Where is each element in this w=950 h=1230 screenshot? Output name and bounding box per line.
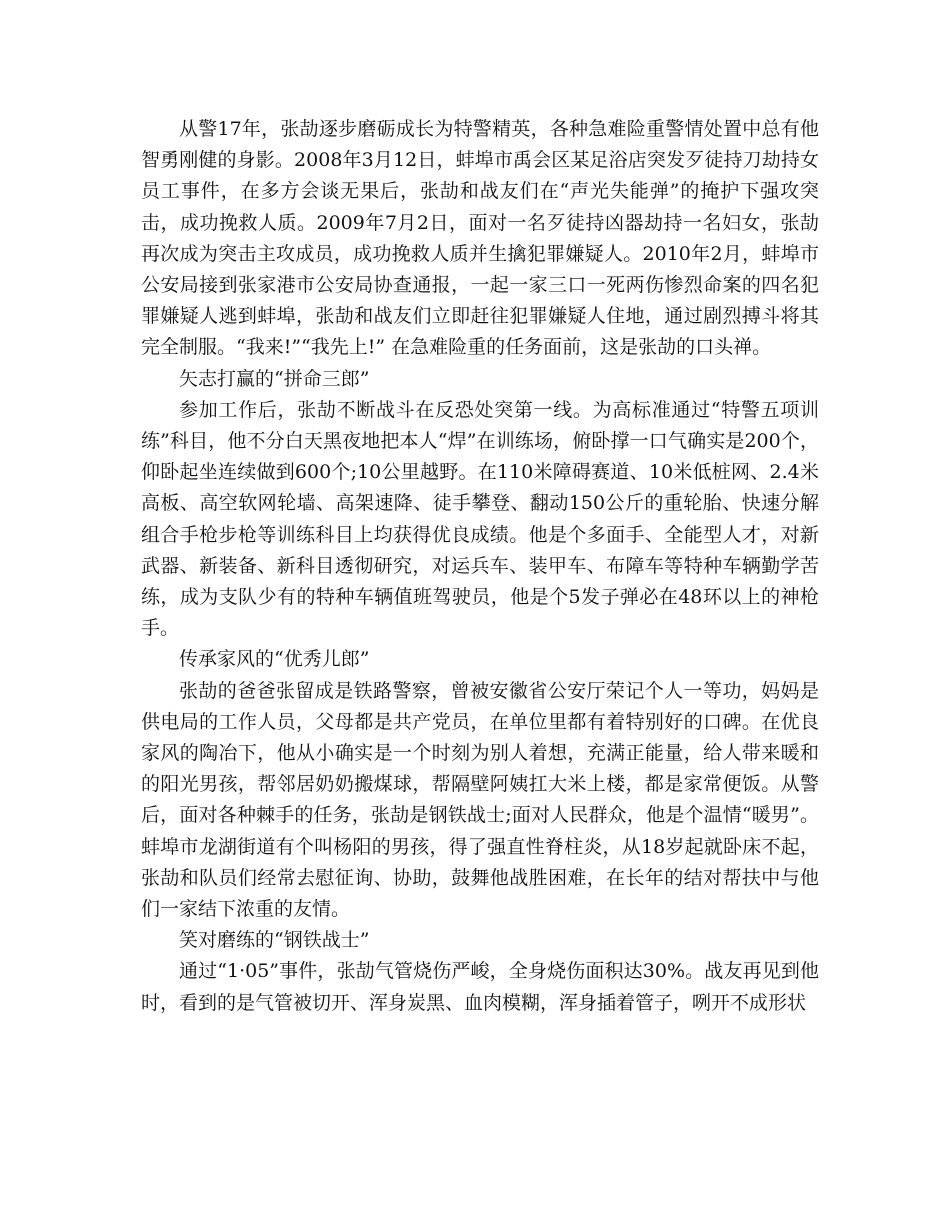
paragraph-training: 参加工作后，张劼不断战斗在反恐处突第一线。为高标准通过“特警五项训练”科目，他不分白天黑夜地把本人“焊”在训练场，俯卧撑一口气确实是200个，仰卧起坐连续做到600个;10公里越野。在110米障碍赛道、10米低桩网、2.4米高板、高空软网轮墙、高架速降、徒手攀登、翻动150公斤的重轮胎、快速分解组合手枪步枪等训练科目上均获得优良成绩。他是个多面手、全能型人才，对新武器、新装备、新科目透彻研究，对运兵车、装甲车、布障车等特种车辆勤学苦练，成为支队少有的特种车辆值班驾驶员，他是个5发子弹必在48环以上的神枪手。 — [141, 398, 819, 640]
section-heading-family: 传承家风的“优秀儿郎” — [179, 648, 370, 671]
paragraph-injury: 通过“1·05”事件，张劼气管烧伤严峻，全身烧伤面积达30%。战友再见到他时，看到的是气管被切开、浑身炭黑、血肉模糊，浑身插着管子，咧开不成形状 — [141, 960, 819, 1014]
section-heading-desperado: 矢志打赢的“拼命三郎” — [179, 367, 370, 390]
section-heading-steel-warrior: 笑对磨练的“钢铁战士” — [179, 929, 370, 952]
document-body — [141, 114, 819, 1019]
paragraph-family-tradition: 张劼的爸爸张留成是铁路警察，曾被安徽省公安厅荣记个人一等功，妈妈是供电局的工作人员，父母都是共产党员，在单位里都有着特别好的口碑。在优良家风的陶冶下，他从小确实是一个时刻为别人着想，充满正能量，给人带来暖和的阳光男孩，帮邻居奶奶搬煤球，帮隔壁阿姨扛大米上楼，都是家常便饭。从警后，面对各种棘手的任务，张劼是钢铁战士;面对人民群众，他是个温情“暖男”。蚌埠市龙湖街道有个叫杨阳的男孩，得了强直性脊柱炎，从18岁起就卧床不起，张劼和队员们经常去慰征询、协助，鼓舞他战胜困难，在长年的结对帮扶中与他们一家结下浓重的友情。 — [141, 679, 819, 921]
paragraph-service-record: 从警17年，张劼逐步磨砺成长为特警精英，各种急难险重警情处置中总有他智勇刚健的身影。2008年3月12日，蚌埠市禹会区某足浴店突发歹徒持刀劫持女员工事件，在多方会谈无果后，张劼和战友们在“声光失能弹”的掩护下强攻突击，成功挽救人质。2009年7月2日，面对一名歹徒持凶器劫持一名妇女，张劼再次成为突击主攻成员，成功挽救人质并生擒犯罪嫌疑人。2010年2月，蚌埠市公安局接到张家港市公安局协查通报，一起一家三口一死两伤惨烈命案的四名犯罪嫌疑人逃到蚌埠，张劼和战友们立即赶往犯罪嫌疑人住地，通过剧烈搏斗将其完全制服。“我来!”“我先上!” 在急难险重的任务面前，这是张劼的口头禅。 — [141, 118, 819, 359]
